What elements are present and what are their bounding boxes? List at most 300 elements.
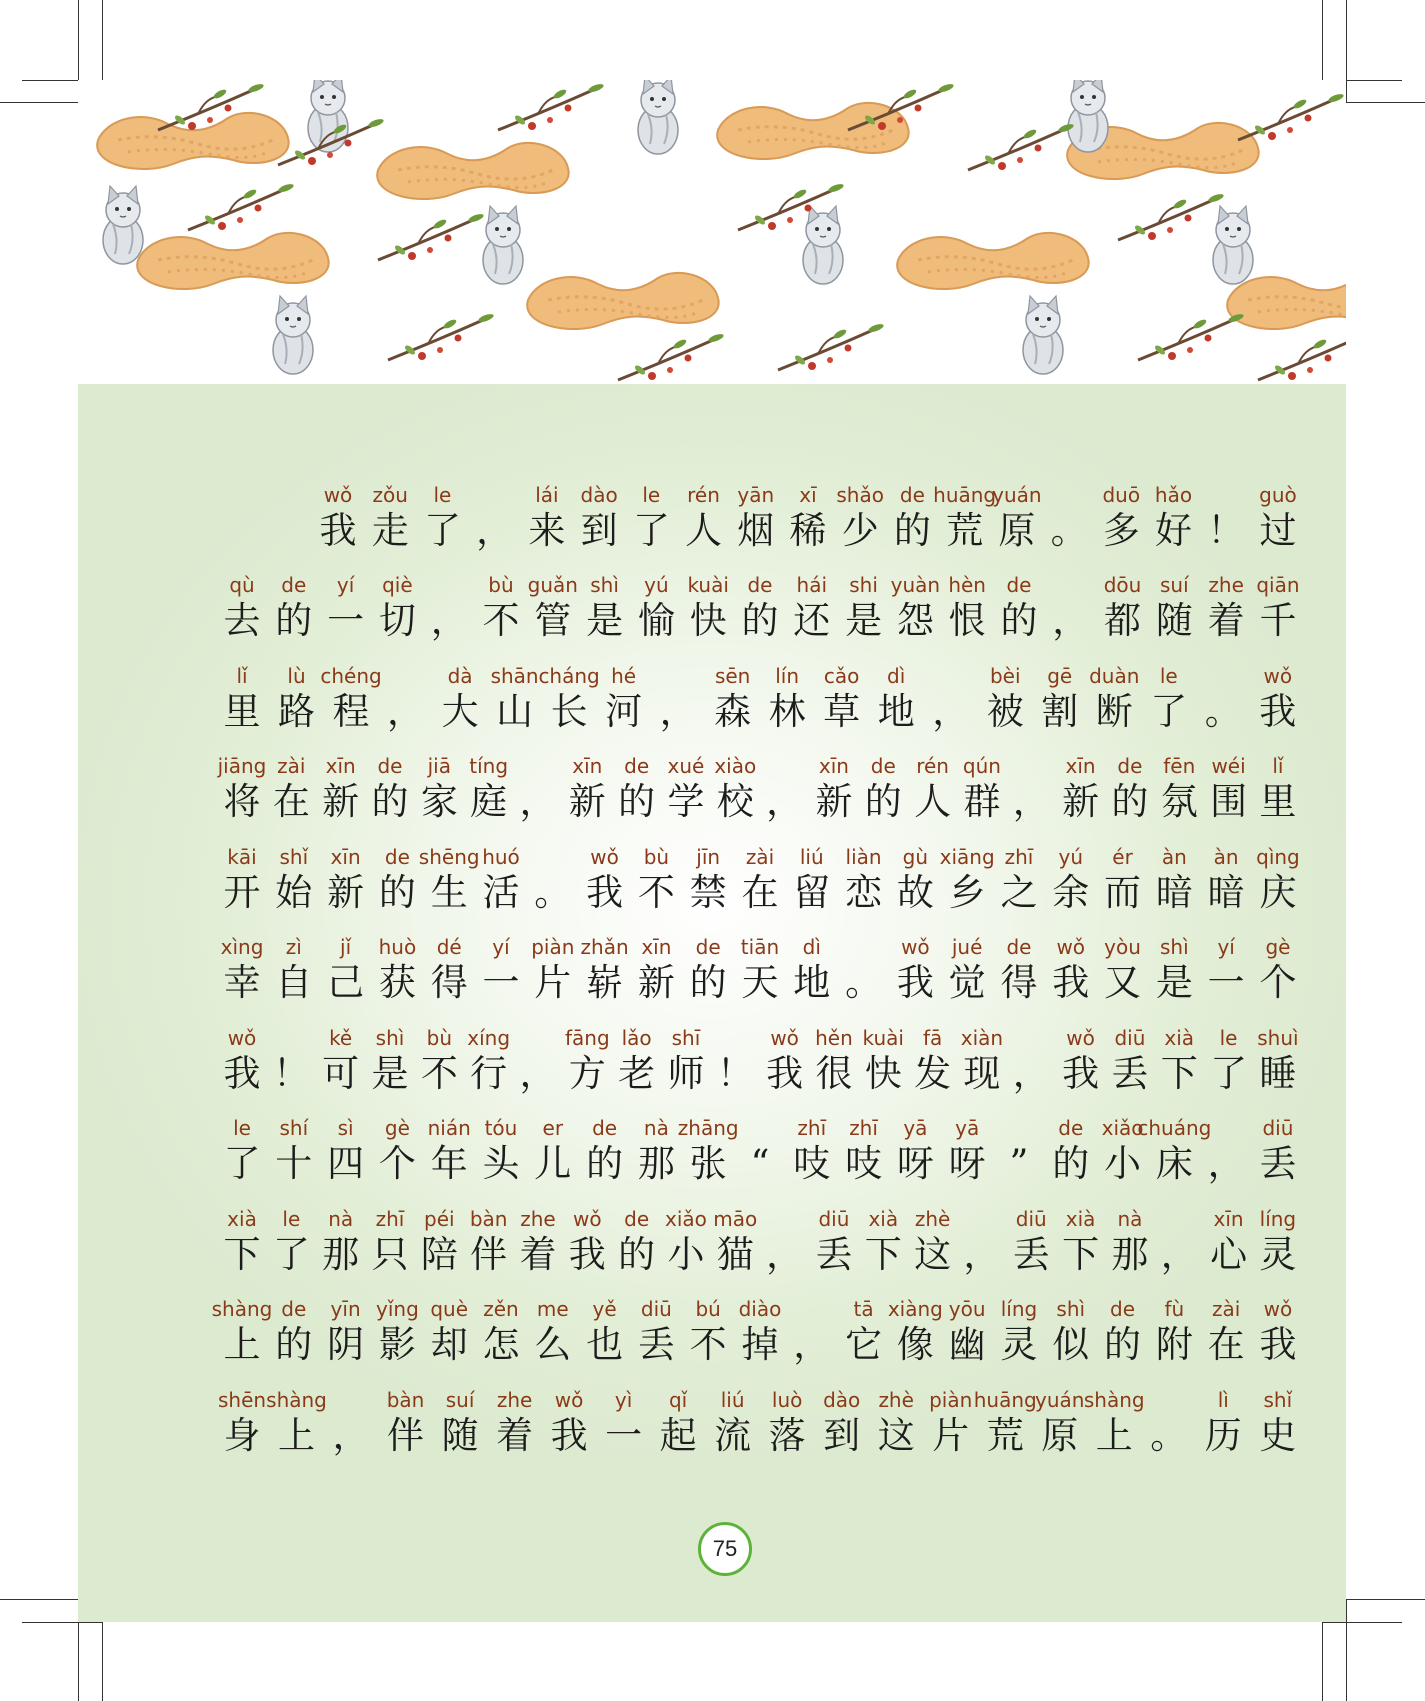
character-cell: [1110, 1026, 1150, 1098]
pinyin: huó: [482, 844, 520, 869]
character-cell: [1011, 1026, 1051, 1098]
pinyin: liàn: [845, 844, 882, 869]
character-cell: [962, 754, 1002, 826]
character-cell: [211, 1297, 273, 1369]
pinyin: bù: [488, 573, 514, 597]
character-cell: [222, 845, 262, 917]
character-cell: [688, 1297, 728, 1369]
character-cell: [985, 664, 1025, 736]
character-cell: [962, 1026, 1002, 1098]
hanzi: ，: [387, 689, 425, 733]
pinyin: xià: [868, 1206, 899, 1231]
hanzi: 头: [482, 1142, 520, 1185]
hanzi: 恋: [845, 870, 883, 914]
text-line: [222, 826, 1298, 917]
hanzi: ！: [272, 1051, 310, 1095]
crop-mark: [22, 1622, 102, 1623]
character-cell: [913, 1026, 953, 1098]
hanzi: 。: [1050, 508, 1088, 552]
hanzi: 。: [845, 961, 883, 1004]
hanzi: 我: [223, 1051, 261, 1095]
character-cell: [666, 754, 706, 826]
character-cell: [913, 1207, 953, 1279]
hanzi: 觉: [948, 961, 986, 1004]
pinyin: shì: [1056, 1297, 1086, 1321]
hanzi: 是: [371, 1051, 409, 1095]
crop-mark: [1346, 1599, 1347, 1701]
character-cell: [481, 935, 521, 1007]
hanzi: 去: [223, 599, 261, 642]
character-cell: [947, 1297, 987, 1369]
hanzi: ，: [476, 508, 514, 552]
pinyin: zhī: [849, 1116, 878, 1140]
character-cell: [533, 1116, 573, 1188]
character-cell: [1258, 1026, 1298, 1098]
pinyin: yě: [592, 1297, 617, 1321]
character-cell: [440, 664, 480, 736]
character-cell: [429, 935, 469, 1007]
hanzi: 史: [1259, 1413, 1297, 1457]
character-cell: [792, 1297, 832, 1369]
character-cell: [429, 573, 469, 645]
character-cell: [767, 1388, 807, 1460]
pinyin: yòu: [1104, 935, 1141, 959]
character-cell: [931, 664, 971, 736]
hanzi: 这: [877, 1413, 915, 1457]
text-line: [222, 464, 1298, 555]
character-cell: [713, 1388, 753, 1460]
character-cell: [1209, 1026, 1249, 1098]
character-cell: [715, 754, 755, 826]
character-cell: [1049, 483, 1089, 555]
character-cell: [567, 1207, 607, 1279]
character-cell: [992, 482, 1042, 555]
character-cell: [321, 1026, 361, 1098]
character-cell: [370, 1207, 410, 1279]
character-cell: [321, 1207, 361, 1279]
pinyin: wǒ: [1066, 1025, 1095, 1050]
hanzi: 里: [223, 689, 261, 733]
pinyin: shí: [279, 1116, 309, 1140]
hanzi: 猫: [716, 1232, 754, 1276]
character-cell: [1035, 1387, 1085, 1460]
pinyin: de: [624, 1206, 650, 1231]
character-cell: [326, 935, 366, 1007]
hanzi: 着: [496, 1413, 534, 1457]
character-cell: [604, 664, 644, 736]
hanzi: ，: [1207, 1142, 1245, 1185]
character-cell: [947, 1116, 987, 1188]
pinyin: zhī: [797, 1116, 827, 1140]
character-cell: [876, 664, 916, 736]
character-cell: [422, 483, 462, 555]
character-cell: [1101, 483, 1141, 555]
pinyin: le: [642, 482, 661, 507]
character-cell: [1040, 664, 1080, 736]
character-cell: [469, 1026, 509, 1098]
character-cell: [538, 663, 600, 736]
character-cell: [585, 845, 625, 917]
hanzi: ，: [963, 1232, 1001, 1276]
hanzi: 稀: [789, 508, 827, 552]
character-cell: [274, 1116, 314, 1188]
character-cell: [271, 754, 311, 826]
character-cell: [1061, 1207, 1101, 1279]
hanzi: 那: [1111, 1232, 1149, 1276]
pinyin: wǒ: [590, 844, 619, 869]
pinyin: xiào: [714, 754, 757, 778]
character-cell: [887, 1297, 943, 1369]
character-cell: [895, 845, 935, 917]
pinyin: de: [695, 935, 721, 959]
hanzi: 影: [378, 1323, 416, 1366]
character-cell: [688, 935, 728, 1007]
pinyin: kuài: [687, 573, 729, 597]
hanzi: 烟: [737, 508, 775, 552]
hanzi: 暗: [1155, 870, 1193, 914]
hanzi: 崭: [586, 961, 624, 1004]
hanzi: 丢: [1111, 1051, 1149, 1095]
hanzi: 片: [534, 961, 572, 1004]
text-line: [217, 1369, 1298, 1460]
character-cell: [617, 754, 657, 826]
hanzi: ，: [766, 1232, 804, 1276]
hanzi: 得: [1000, 961, 1038, 1004]
pinyin: xiǎo: [1101, 1116, 1144, 1140]
pinyin: fù: [1164, 1297, 1185, 1321]
character-cell: [1203, 664, 1243, 736]
hanzi: 随: [1155, 599, 1193, 642]
hanzi: 那: [322, 1232, 360, 1276]
pinyin: nián: [427, 1116, 471, 1140]
hanzi: 只: [371, 1232, 409, 1276]
hanzi: 这: [914, 1232, 952, 1276]
pinyin: de: [592, 1116, 618, 1140]
text-line: [222, 917, 1298, 1008]
hanzi: 的: [275, 1323, 313, 1366]
hanzi: 断: [1095, 689, 1133, 733]
character-cell: [274, 1297, 314, 1369]
pinyin: shēn: [217, 1387, 267, 1412]
pinyin: xiàng: [887, 1297, 943, 1321]
hanzi: 了: [423, 508, 461, 552]
pinyin: diū: [1114, 1025, 1146, 1050]
hanzi: ！: [1207, 508, 1245, 552]
pinyin: zì: [285, 935, 302, 959]
pinyin: dé: [436, 935, 462, 959]
pinyin: zhī: [375, 1206, 405, 1231]
pinyin: jiāng: [217, 754, 267, 778]
pinyin: yǐng: [376, 1297, 419, 1321]
hanzi: 走: [371, 508, 409, 552]
pinyin: cháng: [538, 663, 600, 688]
hanzi: 新: [637, 961, 675, 1004]
pinyin: dì: [887, 663, 906, 688]
pinyin: māo: [713, 1206, 758, 1231]
pinyin: guò: [1259, 482, 1297, 507]
character-cell: [740, 1297, 780, 1369]
character-cell: [326, 1116, 366, 1188]
character-cell: [549, 1388, 589, 1460]
pinyin: wǒ: [901, 935, 930, 959]
hanzi: 了: [1210, 1051, 1248, 1095]
character-cell: [1258, 845, 1298, 917]
hanzi: 呀: [896, 1142, 934, 1185]
character-cell: [636, 1297, 676, 1369]
character-cell: [999, 573, 1039, 645]
pinyin: xià: [227, 1206, 257, 1231]
pinyin: de: [1006, 573, 1032, 597]
hanzi: 下: [1160, 1051, 1198, 1095]
text-line: [211, 1279, 1298, 1370]
pinyin: zhe: [1208, 573, 1244, 597]
pinyin: bàn: [469, 1206, 508, 1231]
text-panel: [78, 384, 1346, 1622]
pinyin: què: [430, 1297, 469, 1321]
text-line: [222, 1098, 1298, 1189]
hanzi: 幽: [948, 1323, 986, 1366]
pinyin: diū: [1015, 1206, 1047, 1231]
pinyin: duàn: [1089, 663, 1140, 688]
pinyin: wǒ: [573, 1206, 602, 1231]
pinyin: hěn: [815, 1025, 853, 1050]
pinyin: shǐ: [279, 844, 309, 869]
hanzi: 乡: [948, 870, 986, 914]
pinyin: dì: [802, 935, 821, 959]
pinyin: hèn: [948, 573, 986, 597]
hanzi: 多: [1102, 508, 1140, 552]
hanzi: 庆: [1259, 870, 1297, 914]
pinyin: luò: [771, 1387, 803, 1412]
pinyin: yí: [1217, 935, 1235, 959]
pinyin: shàng: [1083, 1387, 1145, 1412]
hanzi: 的: [586, 1142, 624, 1185]
character-cell: [1258, 1388, 1298, 1460]
hanzi: 丢: [637, 1323, 675, 1366]
character-cell: [765, 1026, 805, 1098]
pinyin: yú: [1058, 844, 1083, 869]
pinyin: wǒ: [1056, 935, 1086, 959]
character-cell: [688, 573, 728, 645]
character-cell: [947, 935, 987, 1007]
hanzi: 到: [823, 1413, 861, 1457]
character-cell: [1258, 754, 1298, 826]
hanzi: 的: [893, 508, 931, 552]
pinyin: hái: [796, 573, 828, 597]
pinyin: suí: [1160, 573, 1189, 597]
hanzi: 庭: [470, 780, 508, 823]
hanzi: 吱: [845, 1142, 883, 1185]
character-cell: [321, 754, 361, 826]
character-cell: [1011, 754, 1051, 826]
pinyin: fēn: [1163, 754, 1196, 778]
character-cell: [222, 1116, 262, 1188]
character-cell: [1154, 845, 1194, 917]
pinyin: yuán: [1035, 1387, 1085, 1412]
pinyin: de: [747, 573, 773, 597]
crop-mark: [0, 102, 78, 103]
hanzi: 在: [1207, 1323, 1245, 1366]
hanzi: 家: [420, 780, 458, 823]
pinyin: guǎn: [527, 573, 578, 597]
pinyin: jīn: [696, 844, 721, 869]
pinyin: yuán: [992, 482, 1042, 507]
pinyin: sēn: [714, 663, 751, 688]
pinyin: bú: [695, 1297, 721, 1321]
character-cell: [931, 1388, 971, 1460]
hanzi: 的: [1111, 780, 1149, 823]
character-cell: [419, 1026, 459, 1098]
hanzi: 丢: [1012, 1232, 1050, 1276]
pinyin-text-block: [211, 464, 1300, 1460]
hanzi: ，: [519, 780, 557, 823]
pinyin: dào: [580, 482, 618, 507]
hanzi: 它: [845, 1323, 883, 1366]
character-cell: [844, 1297, 884, 1369]
character-cell: [318, 483, 358, 555]
character-cell: [939, 844, 995, 917]
pinyin: lì: [1217, 1387, 1229, 1412]
hanzi: 丢: [815, 1232, 853, 1276]
pinyin: zhe: [520, 1206, 556, 1231]
pinyin: de: [870, 754, 896, 778]
hanzi: 年: [430, 1142, 468, 1185]
hanzi: 愉: [637, 599, 675, 642]
pinyin: xiàn: [960, 1025, 1004, 1050]
character-cell: [490, 663, 539, 736]
hanzi: 不: [420, 1051, 458, 1095]
crop-mark: [1322, 1622, 1402, 1623]
character-cell: [266, 1387, 327, 1460]
pinyin: gù: [902, 844, 929, 869]
character-cell: [217, 1387, 267, 1460]
pinyin: xīn: [641, 935, 672, 959]
pinyin: liú: [720, 1387, 745, 1412]
character-cell: [1154, 483, 1194, 555]
character-cell: [440, 1388, 480, 1460]
character-cell: [1051, 1297, 1091, 1369]
hanzi: 像: [896, 1323, 934, 1366]
hanzi: 。: [534, 870, 572, 914]
character-cell: [377, 845, 417, 917]
hanzi: 到: [580, 508, 618, 552]
character-cell: [788, 483, 828, 555]
pinyin: shàng: [266, 1387, 327, 1412]
pinyin: qù: [229, 573, 255, 597]
hanzi: 小: [1104, 1142, 1142, 1185]
pinyin: de: [377, 754, 403, 778]
hanzi: 不: [482, 599, 520, 642]
pinyin: wǒ: [227, 1025, 257, 1050]
character-cell: [1159, 1207, 1199, 1279]
hanzi: 发: [914, 1051, 952, 1095]
hanzi: 方: [568, 1051, 606, 1095]
character-cell: [274, 845, 314, 917]
hanzi: ！: [716, 1051, 754, 1095]
character-cell: [1051, 1116, 1091, 1188]
hanzi: 我: [766, 1051, 804, 1095]
hanzi: 的: [371, 780, 409, 823]
hanzi: 生: [430, 870, 468, 914]
pinyin: zǒu: [372, 482, 408, 507]
pinyin: nà: [643, 1116, 669, 1140]
pinyin: zhāng: [677, 1116, 739, 1140]
pinyin: huò: [378, 935, 417, 959]
crop-mark: [1322, 0, 1323, 80]
crop-mark: [1346, 1599, 1425, 1600]
hanzi: 新: [322, 780, 360, 823]
pinyin: de: [899, 482, 925, 507]
hanzi: 新: [1062, 780, 1100, 823]
pinyin: xīn: [325, 754, 356, 778]
character-cell: [713, 1206, 758, 1279]
pinyin: bàn: [386, 1387, 425, 1412]
hanzi: 的: [1000, 599, 1038, 642]
character-cell: [1258, 1207, 1298, 1279]
character-cell: [533, 845, 573, 917]
pinyin: cǎo: [823, 663, 860, 688]
hanzi: 都: [1104, 599, 1142, 642]
hanzi: 而: [1104, 870, 1142, 914]
character-cell: [822, 1388, 862, 1460]
character-cell: [1051, 573, 1091, 645]
character-cell: [636, 1116, 676, 1188]
character-cell: [1061, 754, 1101, 826]
crop-mark: [1346, 102, 1425, 103]
pinyin: dà: [447, 663, 473, 688]
pinyin: shǐ: [1263, 1387, 1293, 1412]
pinyin: de: [1110, 1297, 1136, 1321]
pinyin: qún: [962, 754, 1001, 778]
hanzi: 的: [1052, 1142, 1090, 1185]
pinyin: chuáng: [1137, 1116, 1212, 1140]
hanzi: ，: [659, 689, 697, 733]
pinyin: de: [281, 1297, 307, 1321]
pinyin: yān: [737, 482, 775, 507]
hanzi: 着: [1207, 599, 1245, 642]
character-cell: [999, 1116, 1039, 1188]
hanzi: 我: [550, 1413, 588, 1457]
character-cell: [999, 1297, 1039, 1369]
hanzi: 丢: [1259, 1142, 1297, 1185]
hanzi: 在: [741, 870, 779, 914]
hanzi: 张: [689, 1142, 727, 1185]
character-cell: [377, 1116, 417, 1188]
hanzi: 怨: [896, 599, 934, 642]
hanzi: 开: [223, 870, 261, 914]
hanzi: ，: [766, 780, 804, 823]
character-cell: [1206, 1116, 1246, 1188]
hanzi: 掉: [741, 1323, 779, 1366]
hanzi: 个: [378, 1142, 416, 1185]
hanzi: 快: [864, 1051, 902, 1095]
hanzi: 的: [275, 599, 313, 642]
character-cell: [666, 1207, 706, 1279]
character-cell: [1209, 754, 1249, 826]
pinyin: gē: [1047, 663, 1073, 688]
hanzi: 我: [896, 961, 934, 1004]
hanzi: 人: [914, 780, 952, 823]
character-cell: [1083, 1387, 1145, 1460]
character-cell: [617, 1207, 657, 1279]
pinyin: zài: [277, 754, 306, 778]
character-cell: [740, 935, 780, 1007]
hanzi: 身: [223, 1413, 261, 1457]
character-cell: [895, 935, 935, 1007]
character-cell: [567, 754, 607, 826]
hanzi: 被: [986, 689, 1024, 733]
pinyin: de: [1058, 1116, 1084, 1140]
